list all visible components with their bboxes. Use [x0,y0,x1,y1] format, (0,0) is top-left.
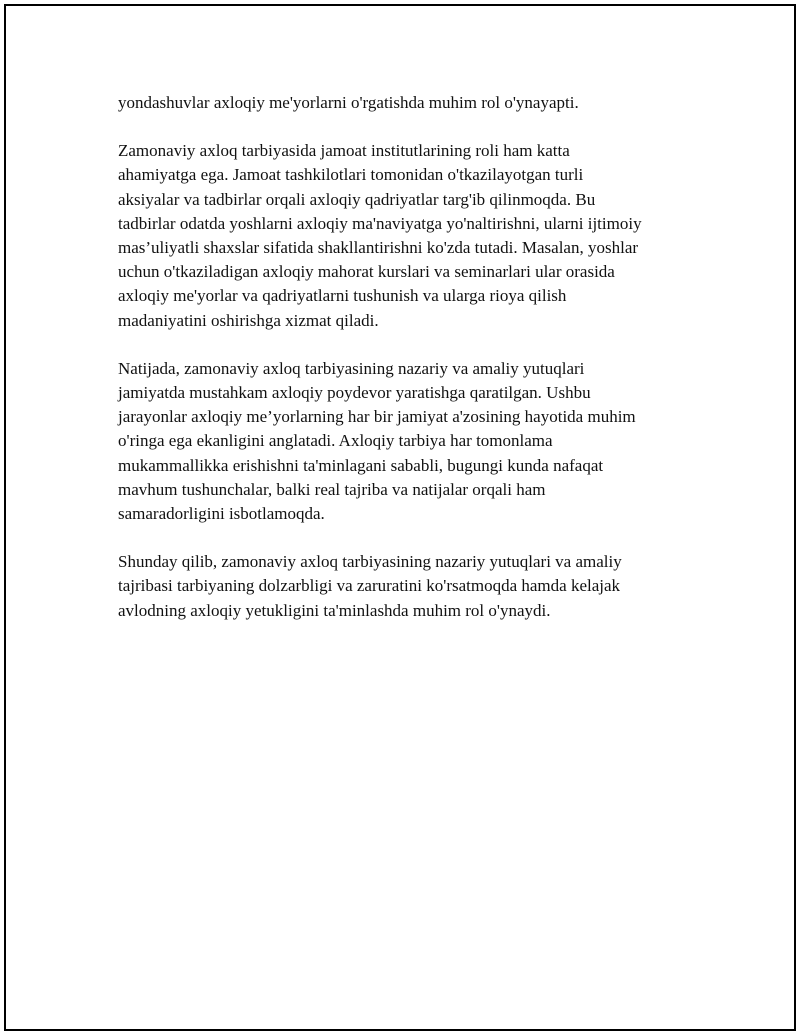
paragraph-conclusion: Shunday qilib, zamonaviy axloq tarbiyasining nazariy yutuqlari va amaliy tajribasi tarbiyaning dolzarbligi va zaruratini ko'rsatmoqda hamda kelajak avlodning axloqiy yetukligini ta'minlashda muhim rol o'ynaydi. [118,552,622,620]
paragraph-results: Natijada, zamonaviy axloq tarbiyasining nazariy va amaliy yutuqlari jamiyatda mustahkam axloqiy poydevor yaratishga qaratilgan. Ushbu jarayonlar axloqiy me’yorlarning har bir jamiyat a'zosining hayotida muhim o'ringa ega ekanligini anglatadi. Axloqiy tarbiya har tomonlama mukammallikka erishishni ta'minlagani sababli, bugungi kunda nafaqat mavhum tushunchalar, balki real tajriba va natijalar orqali ham samaradorligini isbotlamoqda. [118,358,636,524]
document-body [118,91,698,647]
paragraph-continuation: yondashuvlar axloqiy me'yorlarni o'rgatishda muhim rol o'ynayapti. [118,93,579,112]
paragraph-public-institutions: Zamonaviy axloq tarbiyasida jamoat institutlarining roli ham katta ahamiyatga ega. Jamoat tashkilotlari tomonidan o'tkazilayotgan turli aksiyalar va tadbirlar orqali axloqiy qadriyatlar targ'ib qilinmoqda. Bu tadbirlar odatda yoshlarni axloqiy ma'naviyatga yo'naltirishni, ularni ijtimoiy mas’uliyatli shaxslar sifatida shakllantirishni ko'zda tutadi. Masalan, yoshlar uchun o'tkaziladigan axloqiy mahorat kurslari va seminarlari ular orasida axloqiy me'yorlar va qadriyatlarni tushunish va ularga rioya qilish madaniyatini oshirishga xizmat qiladi. [118,141,642,330]
